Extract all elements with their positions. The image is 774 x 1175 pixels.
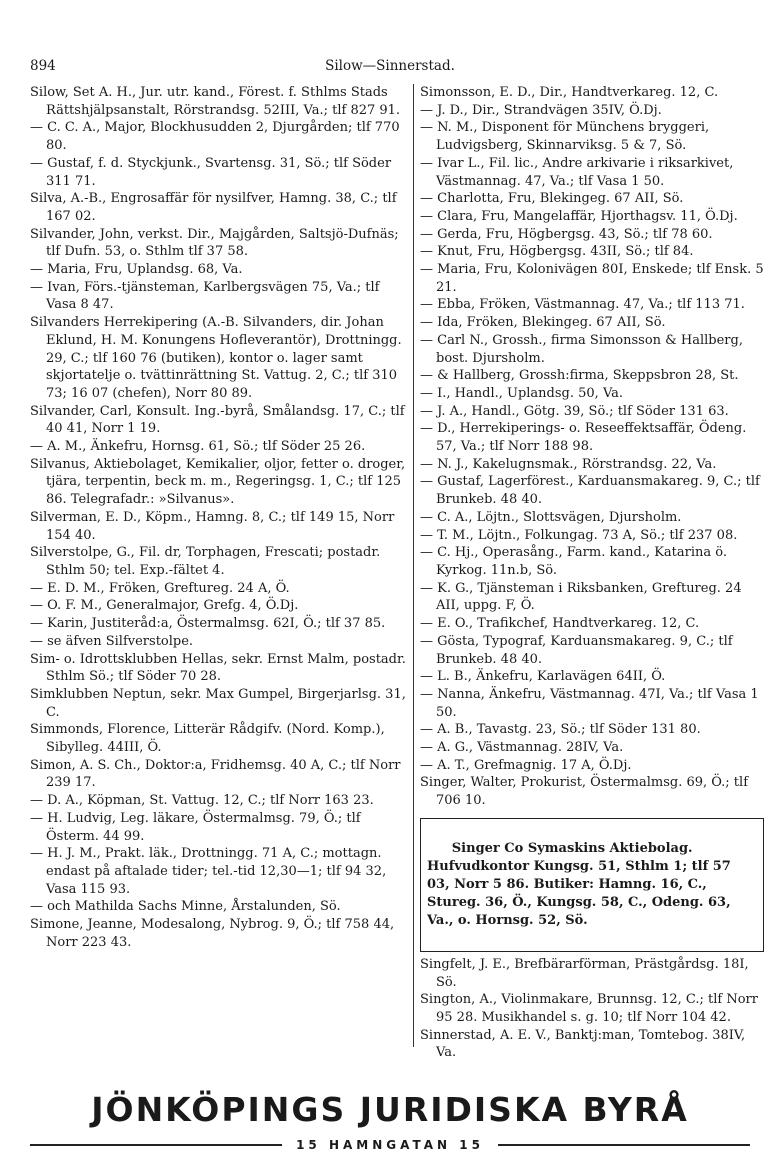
directory-entry: — A. T., Grefmagnig. 17 A, Ö.Dj. [420,757,632,773]
directory-entry: Silvanders Herrekipering (A.-B. Silvanders, dir. Johan Eklund, H. M. Konungens Hofleverantör), Drottningg. 29, C.; tlf 160 76 (butiken), kontor o. lager samt skjortatelje o. tvättinrättning St. Vattug. 2, C.; tlf 310 73; 16 07 (chefen), Norr 80 89. [30,315,406,401]
directory-entry: Silva, A.-B., Engrosaffär för nysilfver, Hamng. 38, C.; tlf 167 02. [30,191,401,224]
directory-entry: — L. B., Änkefru, Karlavägen 64II, Ö. [420,669,666,685]
directory-entry: Singfelt, J. E., Brefbärarförman, Prästgårdsg. 18I, Sö. [420,956,753,990]
directory-entry: — E. O., Trafikchef, Handtverkareg. 12, C. [420,616,700,632]
left-column [30,84,413,1047]
directory-entry: Silverman, E. D., Köpm., Hamng. 8, C.; tlf 149 15, Norr 154 40. [30,509,399,543]
directory-entry: — O. F. M., Generalmajor, Grefg. 4, Ö.Dj. [30,598,299,614]
directory-entry: — Gustaf, f. d. Styckjunk., Svartensg. 31, Sö.; tlf Söder 311 71. [30,155,396,189]
directory-entry: Sim- o. Idrottsklubben Hellas, sekr. Ernst Malm, postadr. Sthlm Sö.; tlf Söder 70 28. [30,651,411,685]
directory-entry: Simmonds, Florence, Litterär Rådgifv. (Nord. Komp.), Sibylleg. 44III, Ö. [30,722,389,756]
directory-entry: Sington, A., Violinmakare, Brunnsg. 12, C.; tlf Norr 95 28. Musikhandel s. g. 10; tlf Norr 104 42. [420,992,763,1025]
directory-entry: — E. D. M., Fröken, Greftureg. 24 A, Ö. [30,580,290,596]
directory-entry: Simon, A. S. Ch., Doktor:a, Fridhemsg. 40 A, C.; tlf Norr 239 17. [30,757,405,791]
directory-entry: — I., Handl., Uplandsg. 50, Va. [420,385,624,401]
right-column [413,84,768,1061]
directory-entry: Silvanus, Aktiebolaget, Kemikalier, oljor, fetter o. droger, tjära, terpentin, beck m. m., Regeringsg. 1, C.; tlf 125 86. Telegrafadr.: »Silvanus». [30,456,410,508]
directory-entry: — Ivan, Förs.-tjänsteman, Karlbergsvägen 75, Va.; tlf Vasa 8 47. [30,279,384,313]
page-number: 894 [30,58,56,74]
running-head: Silow—Sinnerstad. [325,58,455,74]
directory-entry: — T. M., Löjtn., Folkungag. 73 A, Sö.; tlf 237 08. [420,527,738,543]
directory-entry: Simone, Jeanne, Modesalong, Nybrog. 9, Ö.; tlf 758 44, Norr 223 43. [30,917,399,950]
page-header [30,58,750,78]
singer-advertisement-box [420,818,764,952]
directory-entry: — N. M., Disponent för Münchens bryggeri, Ludvigsberg, Skinnarviksg. 5 & 7, Sö. [420,120,714,154]
directory-entry: — A. M., Änkefru, Hornsg. 61, Sö.; tlf Söder 25 26. [30,439,366,455]
directory-entry: Silow, Set A. H., Jur. utr. kand., Förest. f. Sthlms Stads Rättshjälpsanstalt, Rörstrandsg. 52III, Va.; tlf 827 91. [30,85,401,118]
right-column-entries [420,84,768,810]
directory-entry: Sinnerstad, A. E. V., Banktj:man, Tomtebog. 38IV, Va. [420,1027,750,1061]
directory-entry: — Nanna, Änkefru, Västmannag. 47I, Va.; tlf Vasa 1 50. [420,686,763,720]
directory-entry: Simonsson, E. D., Dir., Handtverkareg. 12, C. [420,85,719,100]
directory-entry: — & Hallberg, Grossh:firma, Skeppsbron 28, St. [420,368,739,384]
directory-entry: — Knut, Fru, Högbergsg. 43II, Sö.; tlf 84. [420,244,694,260]
directory-entry: — A. G., Västmannag. 28IV, Va. [420,740,624,756]
directory-entry: — Maria, Fru, Uplandsg. 68, Va. [30,262,243,278]
directory-entry: — C. Hj., Operasång., Farm. kand., Katarina ö. Kyrkog. 11n.b, Sö. [420,545,732,578]
right-column-entries-after [420,956,764,1062]
directory-entry: — Ida, Fröken, Blekingeg. 67 AII, Sö. [420,315,666,331]
directory-entry: — A. B., Tavastg. 23, Sö.; tlf Söder 131 80. [420,722,701,738]
directory-entry: — D., Herrekiperings- o. Reseeffektsaffär, Ödeng. 57, Va.; tlf Norr 188 98. [420,421,751,455]
directory-entry: — Gustaf, Lagerförest., Karduansmakareg. 9, C.; tlf Brunkeb. 48 40. [420,474,764,508]
directory-entry: — Carl N., Grossh., firma Simonsson & Hallberg, bost. Djursholm. [420,332,748,366]
directory-entry: Silverstolpe, G., Fil. dr, Torphagen, Frescati; postadr. Sthlm 50; tel. Exp.-fältet 4. [30,545,385,578]
directory-columns [30,84,768,1061]
footer-address-row [30,1138,750,1152]
directory-entry: — Gerda, Fru, Högbergsg. 43, Sö.; tlf 78 60. [420,226,713,242]
directory-entry: — se äfven Silfverstolpe. [30,633,194,649]
advertisement-text: Singer Co Symaskins Aktiebolag. Hufvudkontor Kungsg. 51, Sthlm 1; tlf 57 03, Norr 5 86. Butiker: Hamng. 16, C., Stureg. 36, Ö., Kungsg. 58, C., Odeng. 63, Va., o. Hornsg. 52, Sö. [427,840,736,928]
directory-entry: — N. J., Kakelugnsmak., Rörstrandsg. 22, Va. [420,456,717,472]
directory-entry: — Maria, Fru, Kolonivägen 80I, Enskede; tlf Ensk. 5 21. [420,262,768,295]
directory-entry: — J. D., Dir., Strandvägen 35IV, Ö.Dj. [420,102,662,118]
directory-entry: — D. A., Köpman, St. Vattug. 12, C.; tlf Norr 163 23. [30,793,374,809]
directory-entry: — Ebba, Fröken, Västmannag. 47, Va.; tlf 113 71. [420,297,745,313]
directory-entry: — J. A., Handl., Götg. 39, Sö.; tlf Söder 131 63. [420,403,729,419]
footer-rule-left [30,1144,282,1146]
directory-entry: — H. Ludvig, Leg. läkare, Östermalmsg. 79, Ö.; tlf Österm. 44 99. [30,810,365,844]
directory-entry: — Ivar L., Fil. lic., Andre arkivarie i riksarkivet, Västmannag. 47, Va.; tlf Vasa 1 50. [420,155,738,189]
directory-entry: — H. J. M., Prakt. läk., Drottningg. 71 A, C.; mottagn. endast på aftalade tider; tel.-tid 12,30—1; tlf 94 32, Vasa 115 93. [30,846,391,897]
footer-rule-right [498,1144,750,1146]
directory-entry: — K. G., Tjänsteman i Riksbanken, Greftureg. 24 AII, uppg. F, Ö. [420,580,746,614]
directory-entry: — Karin, Justiteråd:a, Östermalmsg. 62I, Ö.; tlf 37 85. [30,616,386,632]
directory-entry: — Clara, Fru, Mangelaffär, Hjorthagsv. 11, Ö.Dj. [420,208,738,224]
directory-entry: — Gösta, Typograf, Karduansmakareg. 9, C.; tlf Brunkeb. 48 40. [420,633,737,667]
directory-entry: Singer, Walter, Prokurist, Östermalmsg. 69, Ö.; tlf 706 10. [420,775,753,809]
footer-address: 15 HAMNGATAN 15 [296,1138,484,1152]
directory-entry: — Charlotta, Fru, Blekingeg. 67 AII, Sö. [420,191,684,207]
footer-title: JÖNKÖPINGS JURIDISKA BYRÅ [91,1090,689,1129]
directory-entry: — C. A., Löjtn., Slottsvägen, Djursholm. [420,509,682,525]
footer-advertisement [30,1092,750,1152]
directory-entry: Silvander, Carl, Konsult. Ing.-byrå, Smålandsg. 17, C.; tlf 40 41, Norr 1 19. [30,403,409,437]
directory-entry: Silvander, John, verkst. Dir., Majgården, Saltsjö-Dufnäs; tlf Dufn. 53, o. Sthlm tlf 37 58. [30,226,403,260]
directory-entry: Simklubben Neptun, sekr. Max Gumpel, Birgerjarlsg. 31, C. [30,686,410,720]
directory-entry: — C. C. A., Major, Blockhusudden 2, Djurgården; tlf 770 80. [30,120,404,154]
directory-entry: — och Mathilda Sachs Minne, Årstalunden, Sö. [30,899,341,915]
